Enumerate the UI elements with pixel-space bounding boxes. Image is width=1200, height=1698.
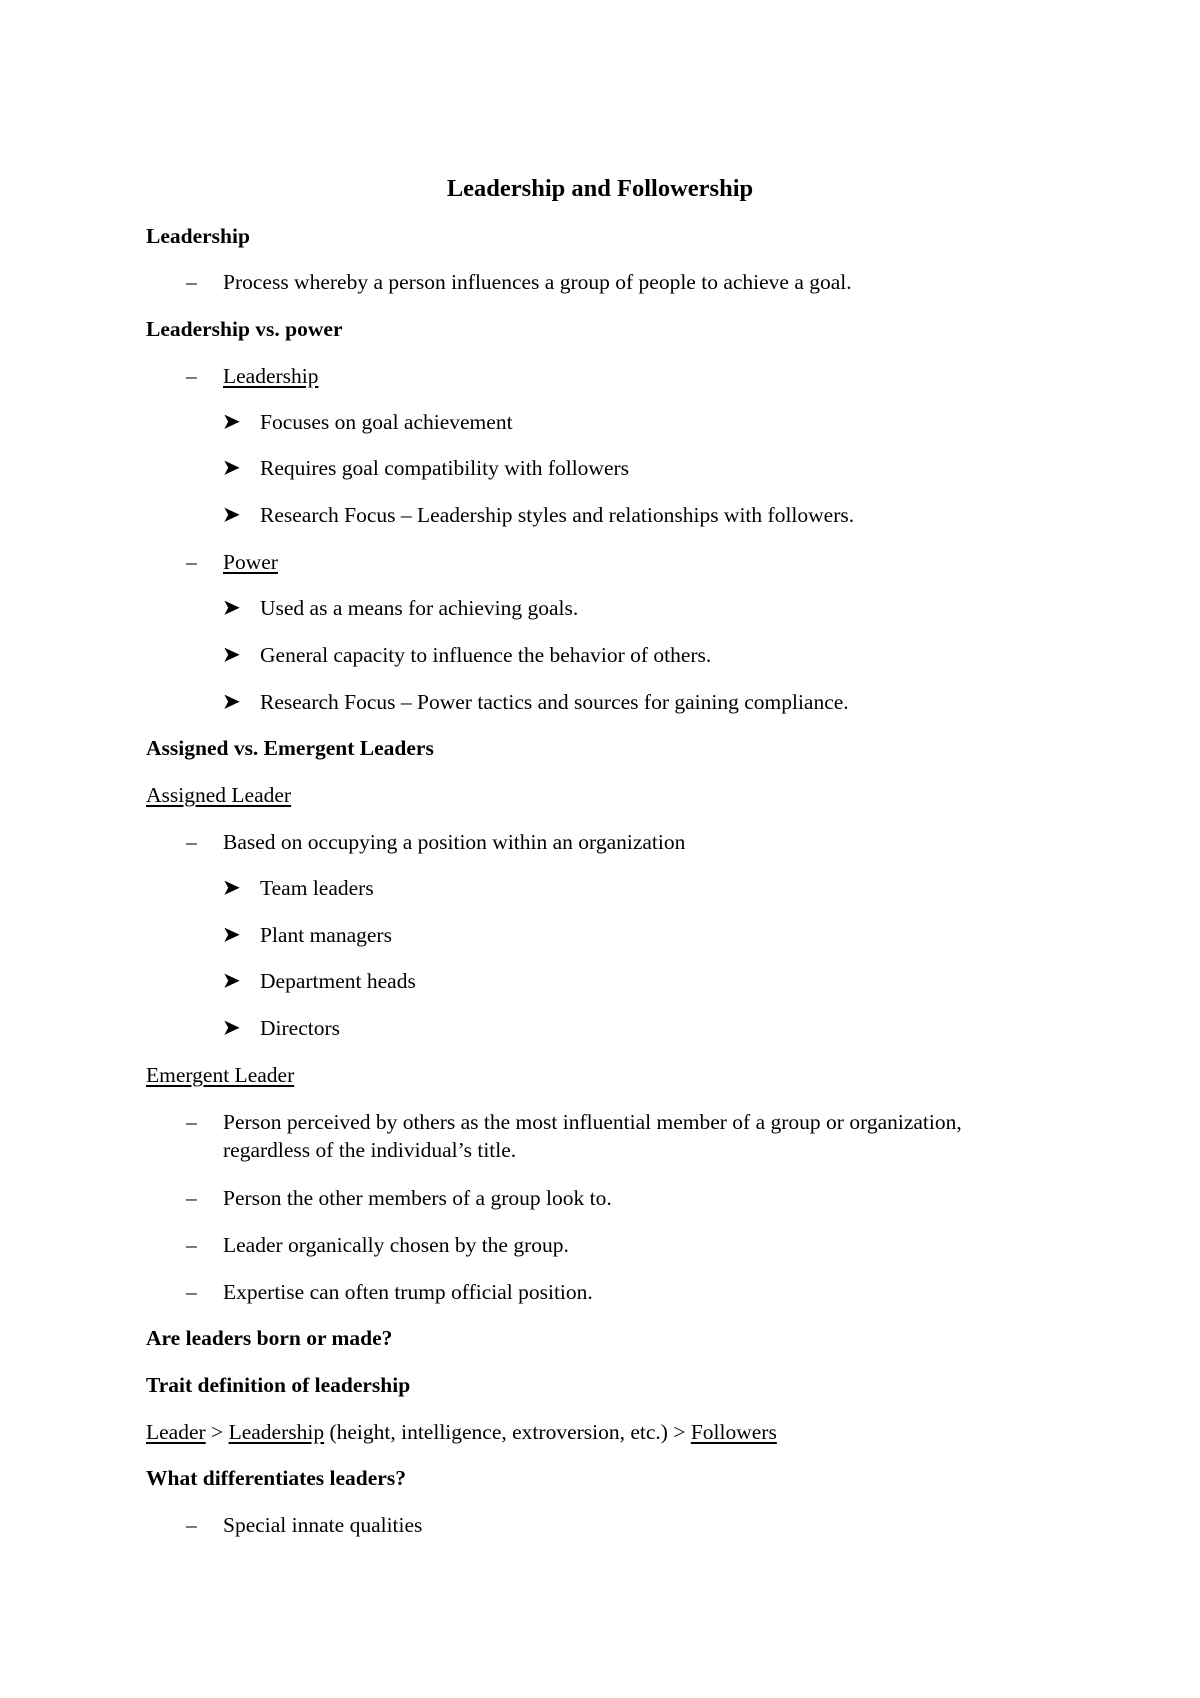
list-item-text: Person the other members of a group look to. [223, 1186, 612, 1210]
arrow-item-text: Focuses on goal achievement [260, 410, 513, 434]
dash-bullet: – [186, 1186, 197, 1210]
list-item-text: Person perceived by others as the most influential member of a group or organization, [223, 1110, 962, 1134]
dash-bullet: – [186, 1513, 197, 1537]
dash-bullet: – [186, 364, 197, 388]
arrow-item-text: Requires goal compatibility with followers [260, 456, 630, 480]
arrow-bullet-icon: ➤ [223, 411, 240, 433]
list-item-text: Expertise can often trump official position. [223, 1280, 593, 1304]
dash-bullet: – [186, 550, 197, 574]
section-heading-trait-definition: Trait definition of leadership [146, 1373, 411, 1397]
arrow-item-text: General capacity to influence the behavior of others. [260, 643, 712, 667]
arrow-bullet-icon: ➤ [223, 970, 240, 992]
dash-bullet: – [186, 1110, 197, 1134]
section-heading-leadership-vs-power: Leadership vs. power [146, 317, 343, 341]
arrow-item-text: Team leaders [260, 876, 374, 900]
subheading-emergent-leader: Emergent Leader [146, 1063, 295, 1087]
list-item-text: Special innate qualities [223, 1513, 423, 1537]
trait-leader: Leader [146, 1420, 206, 1444]
section-heading-leadership: Leadership [146, 224, 250, 248]
arrow-item-text: Directors [260, 1016, 340, 1040]
trait-separator: > [205, 1420, 229, 1444]
trait-followers: Followers [690, 1420, 777, 1444]
section-heading-born-or-made: Are leaders born or made? [146, 1326, 393, 1350]
arrow-item-text: Research Focus – Leadership styles and relationships with followers. [260, 503, 855, 527]
arrow-item-text: Department heads [260, 969, 416, 993]
arrow-item-text: Plant managers [260, 923, 392, 947]
arrow-bullet-icon: ➤ [223, 691, 240, 713]
trait-definition-line [146, 1418, 777, 1446]
arrow-bullet-icon: ➤ [223, 644, 240, 666]
dash-bullet: – [186, 1280, 197, 1304]
section-heading-differentiates: What differentiates leaders? [146, 1466, 406, 1490]
trait-leadership: Leadership [228, 1420, 325, 1444]
arrow-bullet-icon: ➤ [223, 877, 240, 899]
subtopic-label-leadership: Leadership [223, 364, 319, 388]
list-item-text: Process whereby a person influences a group of people to achieve a goal. [223, 270, 852, 294]
arrow-bullet-icon: ➤ [223, 924, 240, 946]
dash-bullet: – [186, 1233, 197, 1257]
list-item-text: Leader organically chosen by the group. [223, 1233, 569, 1257]
subheading-assigned-leader: Assigned Leader [146, 783, 292, 807]
arrow-bullet-icon: ➤ [223, 597, 240, 619]
dash-bullet: – [186, 830, 197, 854]
arrow-bullet-icon: ➤ [223, 504, 240, 526]
subtopic-label-power: Power [223, 550, 278, 574]
trait-middle: (height, intelligence, extroversion, etc.) > [324, 1420, 691, 1444]
arrow-item-text: Research Focus – Power tactics and sources for gaining compliance. [260, 690, 849, 714]
list-item-text: regardless of the individual’s title. [223, 1138, 517, 1162]
list-item-text: Based on occupying a position within an organization [223, 830, 686, 854]
arrow-bullet-icon: ➤ [223, 1017, 240, 1039]
dash-bullet: – [186, 270, 197, 294]
arrow-item-text: Used as a means for achieving goals. [260, 596, 579, 620]
page-title: Leadership and Followership [446, 175, 754, 202]
arrow-bullet-icon: ➤ [223, 457, 240, 479]
section-heading-assigned-vs-emergent: Assigned vs. Emergent Leaders [146, 736, 434, 760]
